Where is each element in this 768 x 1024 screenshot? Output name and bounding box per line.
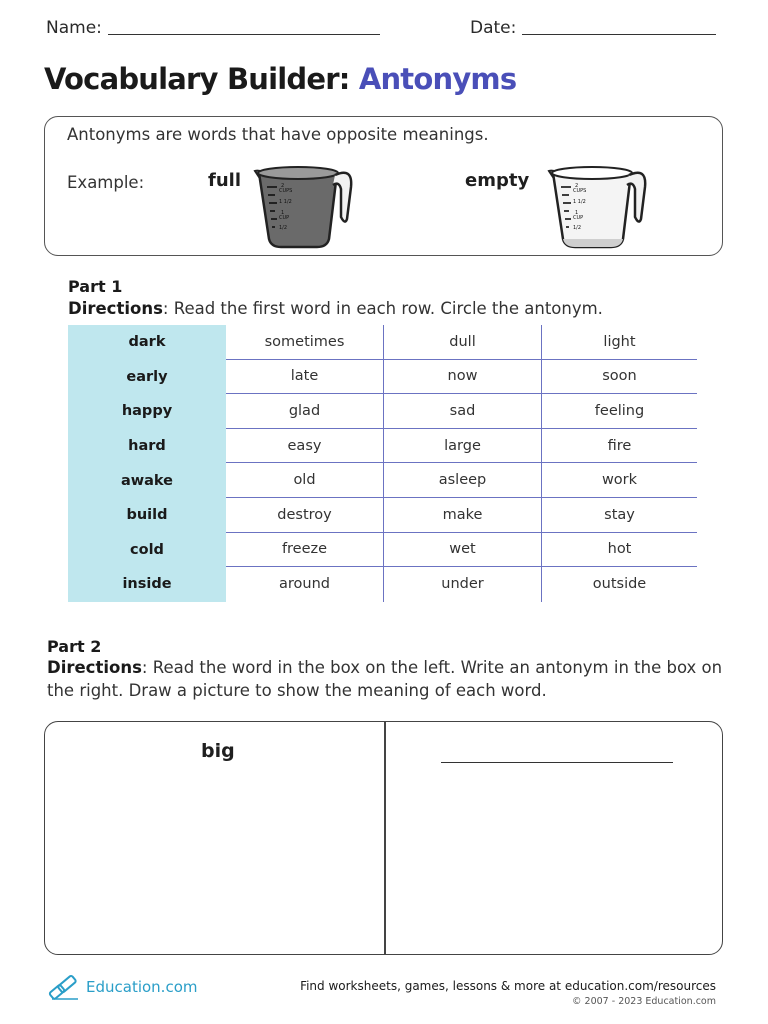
answer-option[interactable]: sad: [384, 394, 542, 429]
full-measuring-cup-icon: [251, 159, 357, 251]
empty-cup-marking: 1: [575, 210, 579, 216]
answer-option[interactable]: freeze: [226, 533, 384, 568]
empty-cup-marking: CUP: [573, 215, 584, 221]
empty-cup-marking: CUPS: [573, 188, 587, 194]
example-label: Example:: [67, 173, 145, 192]
drawing-box: [44, 721, 723, 955]
footer-tagline[interactable]: Find worksheets, games, lessons & more at education.com/resources: [300, 979, 716, 993]
empty-cup-marking: 2: [575, 183, 579, 189]
header-row: [46, 18, 722, 44]
row-word: hard: [68, 429, 226, 464]
answer-option[interactable]: light: [542, 325, 697, 360]
answer-option[interactable]: easy: [226, 429, 384, 464]
example-word-full: full: [208, 170, 241, 191]
name-field[interactable]: [46, 18, 380, 38]
row-word: inside: [68, 567, 226, 602]
answer-option[interactable]: sometimes: [226, 325, 384, 360]
name-label: Name:: [46, 18, 102, 38]
answer-option[interactable]: outside: [592, 576, 647, 593]
answer-option[interactable]: asleep: [384, 463, 542, 498]
antonym-answer-line[interactable]: [441, 762, 673, 763]
row-word: early: [68, 360, 226, 395]
answer-option[interactable]: stay: [542, 498, 697, 533]
part1-directions: [68, 297, 748, 320]
full-cup-marking: 2: [281, 183, 285, 189]
answer-option[interactable]: under: [384, 567, 542, 602]
row-word: happy: [68, 394, 226, 429]
answer-option[interactable]: destroy: [226, 498, 384, 533]
part1-directions-label: Directions: [68, 299, 163, 318]
full-cup-marking: CUP: [279, 215, 290, 221]
title-highlight: Antonyms: [358, 62, 517, 96]
row-word: awake: [68, 463, 226, 498]
answer-option[interactable]: make: [384, 498, 542, 533]
part2-word: big: [201, 740, 235, 762]
answer-option[interactable]: dull: [384, 325, 542, 360]
part2-directions-label: Directions: [47, 658, 142, 677]
date-field[interactable]: [470, 18, 716, 38]
page-title: [44, 62, 516, 96]
pencil-logo-icon: [48, 972, 82, 1002]
empty-cup-marking: 1/2: [573, 225, 582, 231]
intro-box: [44, 116, 723, 256]
part1-title: Part 1: [68, 277, 123, 296]
name-line[interactable]: [108, 34, 380, 35]
part1-directions-text: : Read the first word in each row. Circle the antonym.: [162, 299, 603, 318]
education-logo[interactable]: [48, 972, 197, 1002]
table-row: [68, 360, 697, 395]
answer-option[interactable]: old: [226, 463, 384, 498]
full-cup-marking: CUPS: [279, 188, 293, 194]
table-row: [68, 533, 697, 568]
answer-option[interactable]: large: [384, 429, 542, 464]
table-row: [68, 394, 697, 429]
row-word: dark: [68, 325, 226, 360]
table-row: [68, 567, 697, 602]
row-word: build: [68, 498, 226, 533]
drawing-box-divider: [384, 722, 386, 954]
empty-measuring-cup-icon: [545, 159, 651, 251]
empty-cup-marking: 1 1/2: [573, 199, 586, 205]
full-cup-marking: 1/2: [279, 225, 288, 231]
answer-option[interactable]: wet: [384, 533, 542, 568]
answer-option[interactable]: fire: [542, 429, 697, 464]
definition-text: Antonyms are words that have opposite meanings.: [67, 125, 489, 144]
answer-option[interactable]: soon: [542, 360, 697, 395]
answer-option[interactable]: late: [226, 360, 384, 395]
footer-copyright: © 2007 - 2023 Education.com: [572, 996, 716, 1007]
row-word: cold: [68, 533, 226, 568]
answer-option[interactable]: around: [226, 567, 384, 602]
table-row: [68, 429, 697, 464]
table-row: [68, 463, 697, 498]
brand-name: Education.com: [86, 978, 198, 996]
table-row: [68, 498, 697, 533]
part2-directions: [47, 656, 727, 702]
title-prefix: Vocabulary Builder:: [44, 62, 350, 96]
date-line[interactable]: [522, 34, 716, 35]
full-cup-marking: 1 1/2: [279, 199, 292, 205]
answer-option[interactable]: glad: [226, 394, 384, 429]
answer-option[interactable]: work: [542, 463, 697, 498]
date-label: Date:: [470, 18, 517, 38]
full-cup-marking: 1: [281, 210, 285, 216]
example-word-empty: empty: [465, 170, 530, 191]
answer-option[interactable]: now: [384, 360, 542, 395]
antonym-table: [68, 325, 697, 602]
answer-option[interactable]: feeling: [542, 394, 697, 429]
part2-title: Part 2: [47, 637, 102, 656]
part2-directions-text: : Read the word in the box on the left. Write an antonym in the box on the right. Draw a picture to show the meaning of each word.: [47, 658, 723, 700]
table-row: [68, 325, 697, 360]
answer-option[interactable]: hot: [542, 533, 697, 568]
